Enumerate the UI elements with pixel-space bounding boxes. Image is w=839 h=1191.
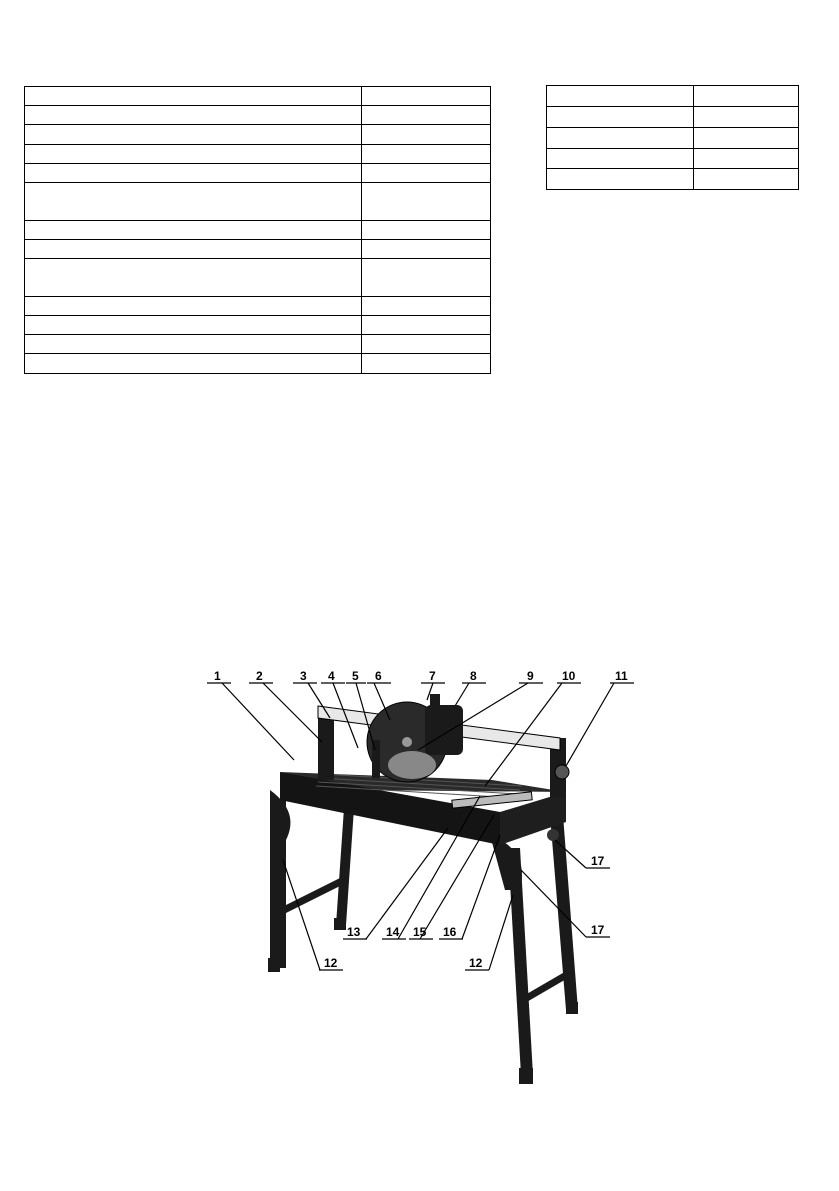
rail-post-left [318, 710, 334, 780]
crossbar-right [525, 970, 568, 1003]
callout-number: 12 [469, 956, 483, 970]
callout-number: 2 [256, 669, 263, 683]
callout-number: 10 [562, 669, 576, 683]
callout-number: 1 [214, 669, 221, 683]
callout-number: 8 [470, 669, 477, 683]
leg-foot [519, 1068, 533, 1084]
callout-number: 13 [347, 925, 361, 939]
rail-lock-knob [555, 765, 569, 779]
leg-foot [566, 1002, 578, 1014]
angle-guide [452, 792, 532, 808]
callout-number: 5 [352, 669, 359, 683]
callout-number: 4 [328, 669, 335, 683]
callout-number: 15 [413, 925, 427, 939]
callout-number: 17 [591, 923, 605, 937]
leg-rear-left [336, 808, 354, 925]
tile-saw-illustration [268, 694, 578, 1084]
motor [425, 705, 463, 755]
callout-number: 12 [324, 956, 338, 970]
callout-number: 3 [300, 669, 307, 683]
callout-number: 16 [443, 925, 457, 939]
handle [430, 694, 440, 710]
callout-number: 9 [527, 669, 534, 683]
blade-arbor [402, 737, 412, 747]
callout-number: 14 [386, 925, 400, 939]
leg-foot [334, 918, 346, 930]
leg-foot [268, 958, 280, 972]
callout-number: 6 [375, 669, 382, 683]
leg-lock-knob [547, 829, 559, 841]
callout-number: 17 [591, 854, 605, 868]
cutting-blade [388, 751, 436, 779]
callout-number: 7 [429, 669, 436, 683]
work-table [280, 772, 566, 845]
callout-number: 11 [615, 669, 628, 683]
